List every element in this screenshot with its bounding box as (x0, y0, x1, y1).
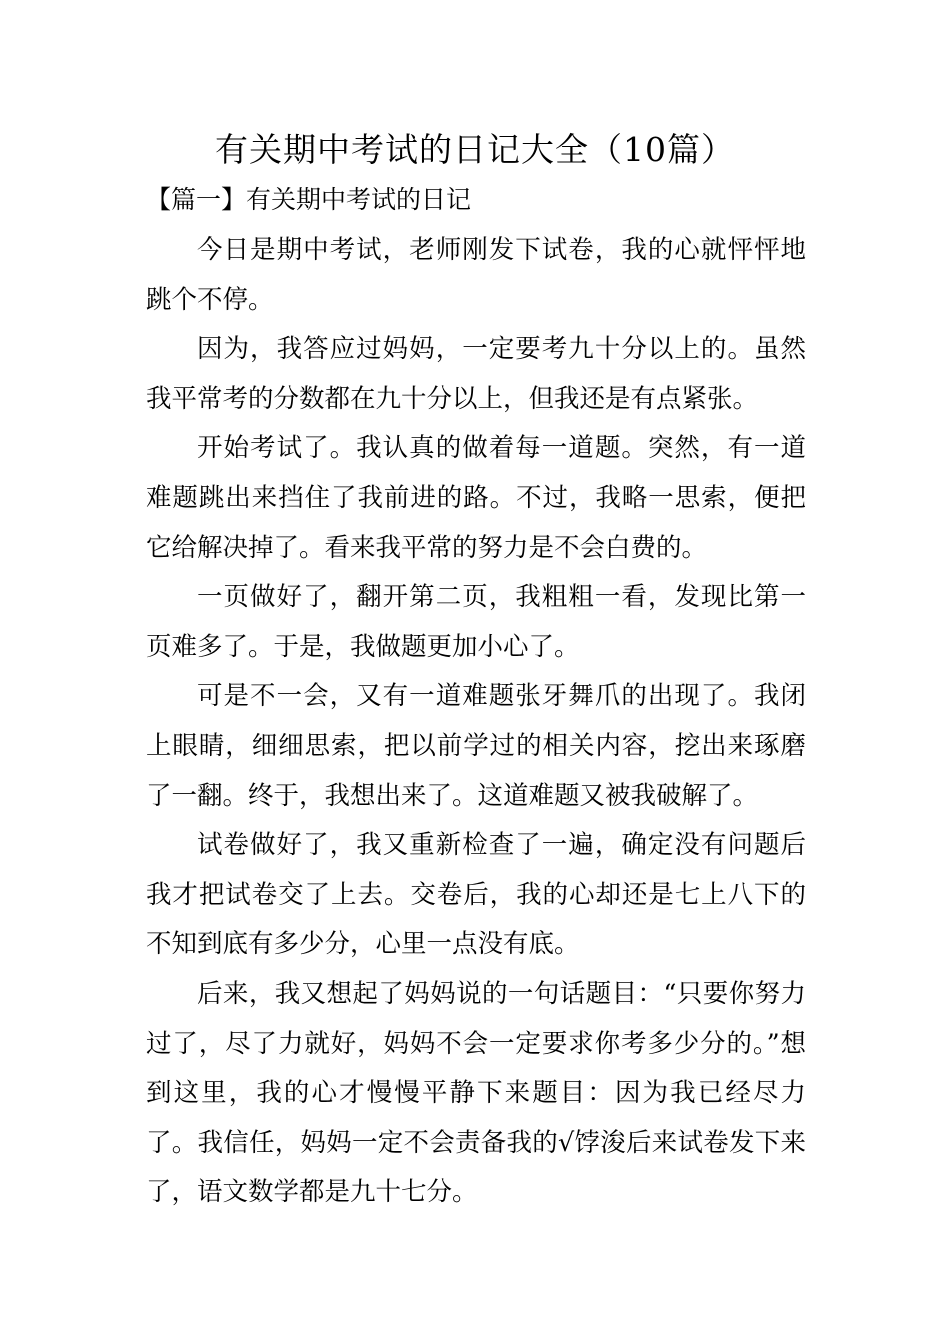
paragraph: 一页做好了，翻开第二页，我粗粗一看，发现比第一页难多了。于是，我做题更加小心了。 (146, 582, 806, 662)
document-title: 有关期中考试的日记大全（10篇） (215, 130, 735, 169)
paragraph: 可是不一会，又有一道难题张牙舞爪的出现了。我闭上眼睛，细细思索，把以前学过的相关内容，挖出来琢磨了一翻。终于，我想出来了。这道难题又被我破解了。 (146, 681, 806, 811)
paragraph: 后来，我又想起了妈妈说的一句话题目：“只要你努力过了，尽了力就好，妈妈不会一定要求你考多少分的。”想到这里，我的心才慢慢平静下来题目：因为我已经尽力了。我信任，妈妈一定不会责备我的√饽浚后来试卷发下来了，语文数学都是九十七分。 (146, 978, 806, 1208)
document-body (146, 226, 806, 1218)
paragraph: 因为，我答应过妈妈，一定要考九十分以上的。虽然我平常考的分数都在九十分以上，但我还是有点紧张。 (146, 334, 806, 414)
paragraph: 开始考试了。我认真的做着每一道题。突然，有一道难题跳出来挡住了我前进的路。不过，我略一思索，便把它给解决掉了。看来我平常的努力是不会白费的。 (146, 433, 806, 563)
paragraph: 试卷做好了，我又重新检查了一遍，确定没有问题后我才把试卷交了上去。交卷后，我的心却还是七上八下的不知到底有多少分，心里一点没有底。 (146, 830, 806, 960)
paragraph: 今日是期中考试，老师刚发下试卷，我的心就怦怦地跳个不停。 (146, 235, 806, 315)
section-heading: 【篇一】有关期中考试的日记 (146, 185, 472, 214)
